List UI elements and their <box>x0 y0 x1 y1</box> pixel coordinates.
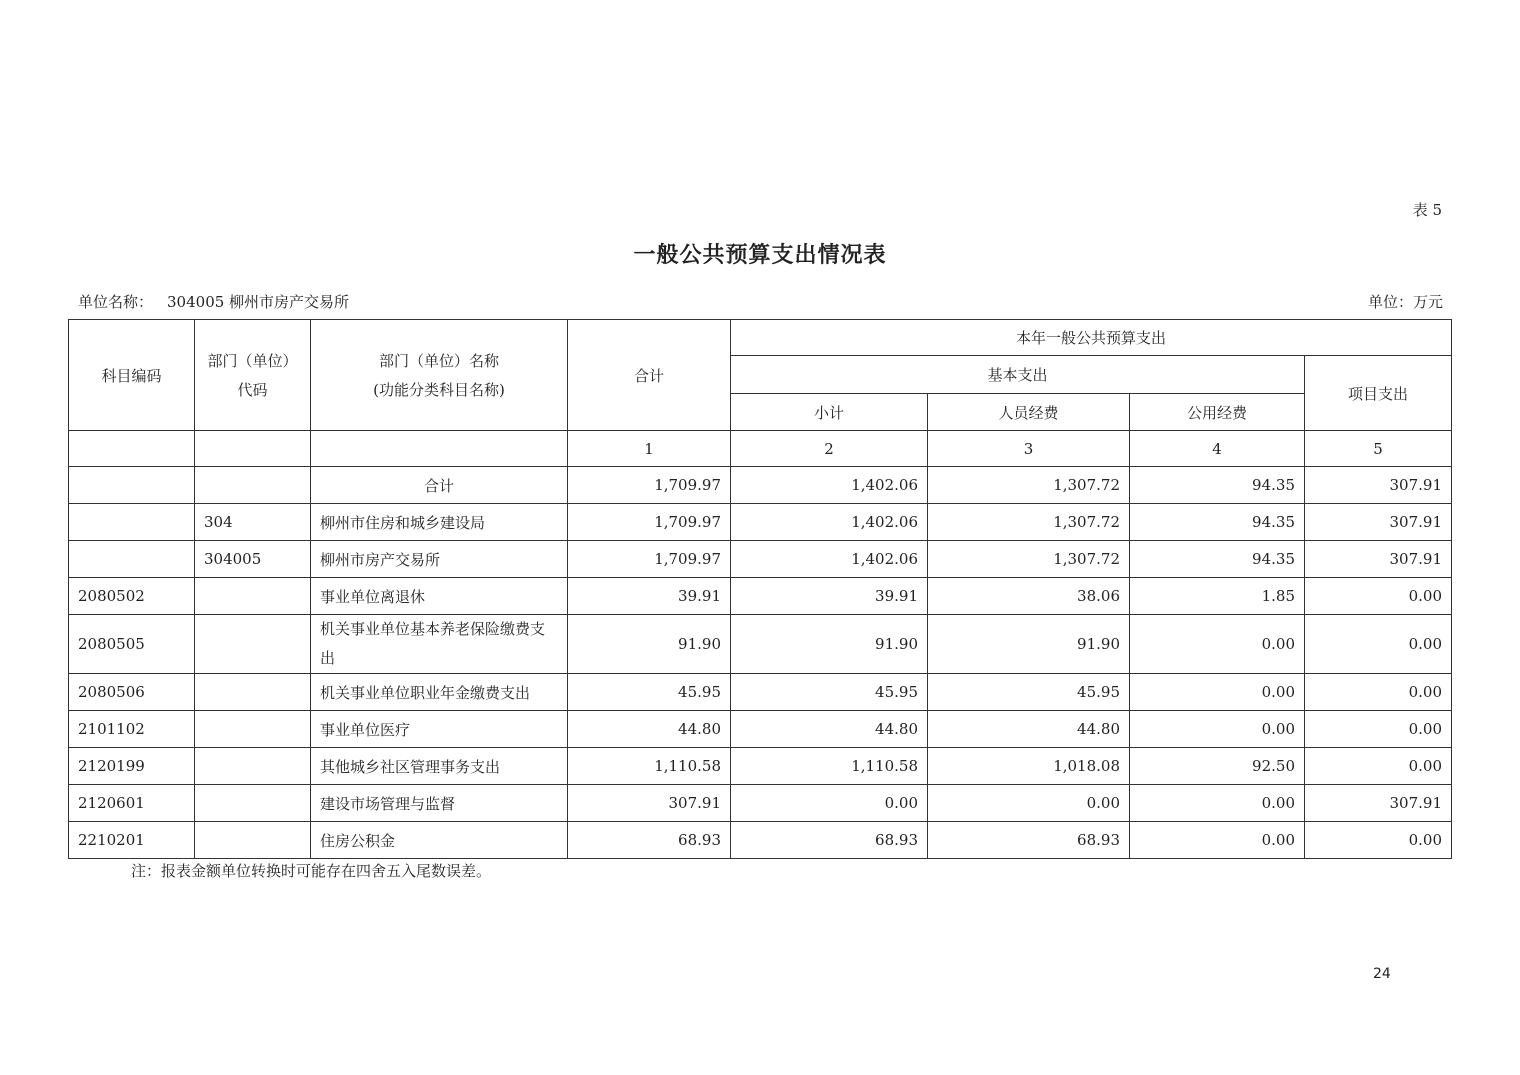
table-row <box>69 578 1452 615</box>
personnel-cell: 1,307.72 <box>928 541 1130 578</box>
column-number: 5 <box>1305 431 1452 467</box>
dept-code-cell <box>195 615 311 674</box>
table-row <box>69 541 1452 578</box>
project-cell: 307.91 <box>1305 467 1452 504</box>
project-cell: 0.00 <box>1305 578 1452 615</box>
subject-code-cell <box>69 541 195 578</box>
table-row <box>69 711 1452 748</box>
personnel-cell: 45.95 <box>928 674 1130 711</box>
header-public-funds: 公用经费 <box>1130 394 1305 431</box>
header-dept-code <box>195 320 311 431</box>
dept-code-cell <box>195 748 311 785</box>
total-cell: 1,709.97 <box>568 467 731 504</box>
total-cell: 307.91 <box>568 785 731 822</box>
dept-code-cell <box>195 674 311 711</box>
table-row <box>69 504 1452 541</box>
table-number: 表 5 <box>1412 201 1442 219</box>
project-cell: 307.91 <box>1305 504 1452 541</box>
dept-name-cell: 住房公积金 <box>311 822 568 859</box>
subject-code-cell <box>69 467 195 504</box>
dept-code-cell: 304 <box>195 504 311 541</box>
column-number: 1 <box>568 431 731 467</box>
subject-code-cell: 2210201 <box>69 822 195 859</box>
subtotal-cell: 0.00 <box>731 785 928 822</box>
currency-unit: 单位：万元 <box>1367 293 1443 311</box>
unit-name-label: 单位名称： <box>78 293 154 311</box>
project-cell: 307.91 <box>1305 785 1452 822</box>
dept-name-cell: 其他城乡社区管理事务支出 <box>311 748 568 785</box>
personnel-cell: 0.00 <box>928 785 1130 822</box>
table-row <box>69 748 1452 785</box>
public-funds-cell: 1.85 <box>1130 578 1305 615</box>
header-subject-code: 科目编码 <box>69 320 195 431</box>
dept-code-cell <box>195 785 311 822</box>
header-total: 合计 <box>568 320 731 431</box>
project-cell: 0.00 <box>1305 711 1452 748</box>
subtotal-cell: 44.80 <box>731 711 928 748</box>
dept-name-cell: 建设市场管理与监督 <box>311 785 568 822</box>
public-funds-cell: 94.35 <box>1130 467 1305 504</box>
subject-code-cell: 2080505 <box>69 615 195 674</box>
subtotal-cell: 91.90 <box>731 615 928 674</box>
dept-name-cell: 柳州市住房和城乡建设局 <box>311 504 568 541</box>
page-title: 一般公共预算支出情况表 <box>633 243 887 268</box>
budget-table <box>68 319 1452 859</box>
public-funds-cell: 0.00 <box>1130 785 1305 822</box>
dept-name-cell: 机关事业单位基本养老保险缴费支出 <box>311 615 568 674</box>
personnel-cell: 1,018.08 <box>928 748 1130 785</box>
public-funds-cell: 0.00 <box>1130 674 1305 711</box>
dept-name-cell: 合计 <box>311 467 568 504</box>
total-cell: 45.95 <box>568 674 731 711</box>
unit-name <box>78 291 349 312</box>
header-project: 项目支出 <box>1305 356 1452 431</box>
subtotal-cell: 1,402.06 <box>731 541 928 578</box>
dept-name-cell: 事业单位离退休 <box>311 578 568 615</box>
table-header <box>69 320 1452 467</box>
public-funds-cell: 94.35 <box>1130 504 1305 541</box>
header-dept-code-line2: 代码 <box>237 381 268 399</box>
subject-code-cell: 2101102 <box>69 711 195 748</box>
column-number-row <box>69 431 1452 467</box>
total-cell: 39.91 <box>568 578 731 615</box>
total-cell: 68.93 <box>568 822 731 859</box>
header-current-year: 本年一般公共预算支出 <box>731 320 1452 356</box>
unit-name-value: 304005 柳州市房产交易所 <box>167 293 350 311</box>
project-cell: 0.00 <box>1305 674 1452 711</box>
table-row <box>69 785 1452 822</box>
total-cell: 91.90 <box>568 615 731 674</box>
subtotal-cell: 39.91 <box>731 578 928 615</box>
header-personnel: 人员经费 <box>928 394 1130 431</box>
table-row <box>69 674 1452 711</box>
personnel-cell: 1,307.72 <box>928 504 1130 541</box>
subtotal-cell: 45.95 <box>731 674 928 711</box>
column-number: 4 <box>1130 431 1305 467</box>
table-row <box>69 467 1452 504</box>
dept-name-cell: 事业单位医疗 <box>311 711 568 748</box>
personnel-cell: 44.80 <box>928 711 1130 748</box>
dept-code-cell <box>195 467 311 504</box>
subtotal-cell: 1,402.06 <box>731 504 928 541</box>
subject-code-cell: 2080502 <box>69 578 195 615</box>
table-row <box>69 822 1452 859</box>
subtotal-cell: 1,402.06 <box>731 467 928 504</box>
public-funds-cell: 0.00 <box>1130 822 1305 859</box>
personnel-cell: 38.06 <box>928 578 1130 615</box>
personnel-cell: 68.93 <box>928 822 1130 859</box>
personnel-cell: 91.90 <box>928 615 1130 674</box>
column-number: 2 <box>731 431 928 467</box>
dept-name-cell: 柳州市房产交易所 <box>311 541 568 578</box>
project-cell: 307.91 <box>1305 541 1452 578</box>
footnote: 注：报表金额单位转换时可能存在四舍五入尾数误差。 <box>131 862 492 880</box>
subject-code-cell: 2080506 <box>69 674 195 711</box>
dept-code-cell <box>195 822 311 859</box>
dept-name-cell: 机关事业单位职业年金缴费支出 <box>311 674 568 711</box>
table-row <box>69 615 1452 674</box>
header-dept-code-line1: 部门（单位） <box>207 352 298 370</box>
header-dept-name <box>311 320 568 431</box>
header-subtotal: 小计 <box>731 394 928 431</box>
subtotal-cell: 68.93 <box>731 822 928 859</box>
subject-code-cell <box>69 504 195 541</box>
header-basic: 基本支出 <box>731 356 1305 394</box>
subject-code-cell: 2120601 <box>69 785 195 822</box>
subtotal-cell: 1,110.58 <box>731 748 928 785</box>
subject-code-cell: 2120199 <box>69 748 195 785</box>
project-cell: 0.00 <box>1305 822 1452 859</box>
total-cell: 1,709.97 <box>568 541 731 578</box>
project-cell: 0.00 <box>1305 748 1452 785</box>
project-cell: 0.00 <box>1305 615 1452 674</box>
header-dept-name-line1: 部门（单位）名称 <box>378 352 499 370</box>
total-cell: 44.80 <box>568 711 731 748</box>
table-body <box>69 467 1452 859</box>
dept-code-cell <box>195 578 311 615</box>
public-funds-cell: 0.00 <box>1130 615 1305 674</box>
personnel-cell: 1,307.72 <box>928 467 1130 504</box>
public-funds-cell: 94.35 <box>1130 541 1305 578</box>
header-dept-name-line2: (功能分类科目名称) <box>373 381 505 399</box>
public-funds-cell: 92.50 <box>1130 748 1305 785</box>
total-cell: 1,709.97 <box>568 504 731 541</box>
dept-code-cell <box>195 711 311 748</box>
total-cell: 1,110.58 <box>568 748 731 785</box>
page-number: 24 <box>1373 966 1391 982</box>
dept-code-cell: 304005 <box>195 541 311 578</box>
public-funds-cell: 0.00 <box>1130 711 1305 748</box>
column-number: 3 <box>928 431 1130 467</box>
